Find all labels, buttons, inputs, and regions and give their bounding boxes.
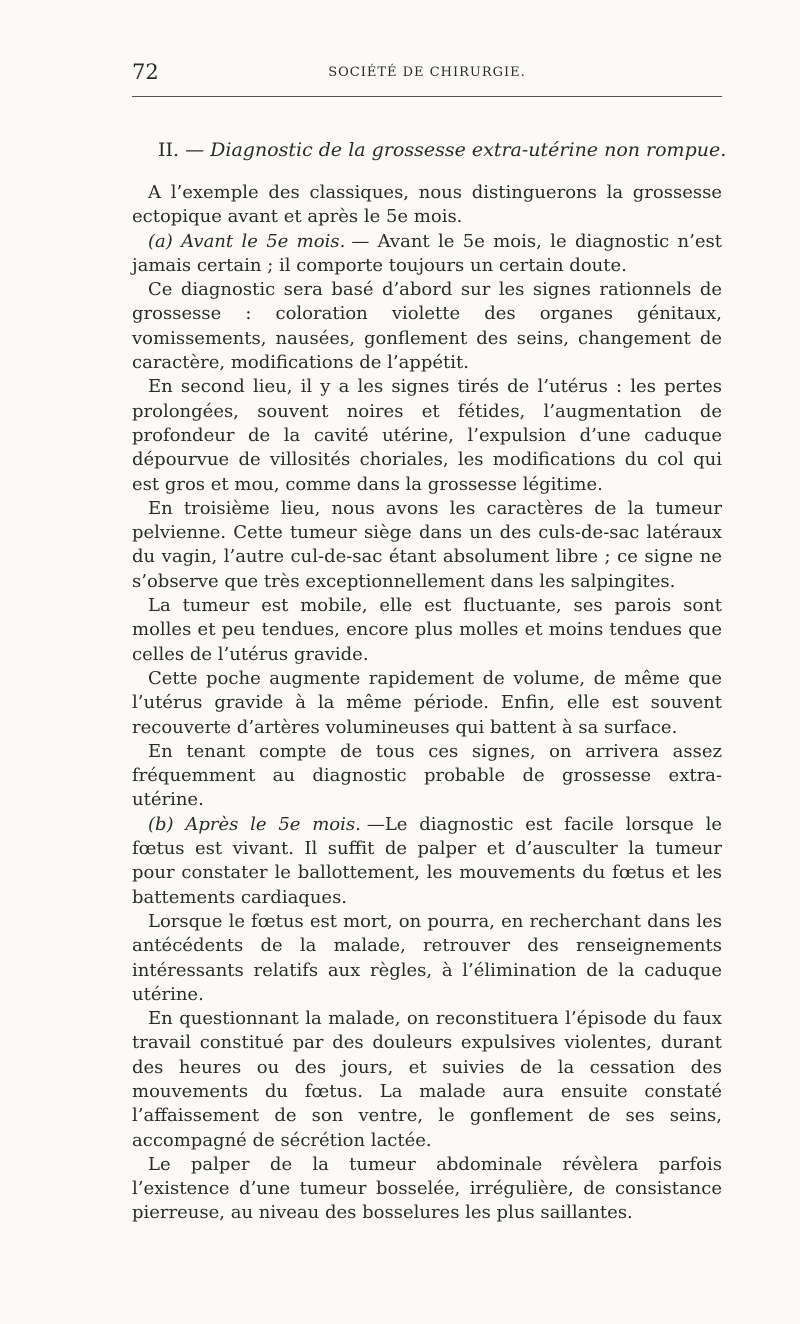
paragraph-dead-fetus: Lorsque le fœtus est mort, on pourra, en recherchant dans les antécédents de la malade, retrouver des renseignements intéressants relatifs aux règles, à l’élimination de la caduque utérine. <box>132 910 722 1005</box>
paragraph-pelvic-tumor: En troisième lieu, nous avons les caractères de la tumeur pelvienne. Cette tumeur siège dans un des culs-de-sac latéraux du vagin, l’autre cul-de-sac étant absolument libre ; ce signe ne s’observe que très exceptionnellement dans les salpingites. <box>132 497 722 592</box>
paragraph-palpation: Le palper de la tumeur abdominale révèlera parfois l’existence d’une tumeur bosselée, irrégulière, de consistance pierreuse, au niveau des bosselures les plus saillantes. <box>132 1153 722 1224</box>
paragraph-uterine-signs: En second lieu, il y a les signes tirés de l’utérus : les pertes prolongées, souvent noires et fétides, l’augmentation de profondeur de la cavité utérine, l’expulsion d’une caduque dépourvue de villosités choriales, les modifications du col qui est gros et mou, comme dans la grossesse légitime. <box>132 376 722 495</box>
page-number: 72 <box>132 60 159 84</box>
subsection-label-a: (a) Avant le 5e mois. <box>148 230 346 252</box>
paragraph-intro: A l’exemple des classiques, nous distinguerons la grossesse ectopique avant et après le 5e mois. <box>132 182 722 228</box>
paragraph-tumor-mobility: La tumeur est mobile, elle est fluctuante, ses parois sont molles et peu tendues, encore plus molles et moins tendues que celles de l’utérus gravide. <box>132 595 722 665</box>
paragraph-pouch-growth: Cette poche augmente rapidement de volume, de même que l’utérus gravide à la même période. Enfin, elle est souvent recouverte d’artères volumineuses qui battent à sa surface. <box>132 667 722 738</box>
body-text <box>132 181 722 1226</box>
paragraph-questioning: En questionnant la malade, on reconstituera l’épisode du faux travail constitué par des douleurs expulsives violentes, durant des heures ou des jours, et suivies de la cessation des mouvements du fœtus. La malade aura ensuite constaté l’affaissement de son ventre, le gonflement de ses seins, accompagné de sécrétion lactée. <box>132 1008 722 1151</box>
header-rule <box>132 96 722 97</box>
section-heading <box>158 138 727 162</box>
section-numeral: II. — <box>158 139 211 161</box>
section-title: Diagnostic de la grossesse extra-utérine non rompue. <box>210 139 727 161</box>
paragraph-after-fifth-month <box>132 813 722 910</box>
paragraph-probable-diagnosis: En tenant compte de tous ces signes, on arrivera assez fréquemment au diagnostic probable de grossesse extra-utérine. <box>132 740 722 811</box>
paragraph-text: — Avant le 5e mois, le diagnostic n’est jamais certain ; il comporte toujours un certain doute. <box>132 230 722 276</box>
subsection-label-b: (b) Après le 5e mois. <box>148 813 361 835</box>
running-head <box>132 60 722 88</box>
journal-title: SOCIÉTÉ DE CHIRURGIE. <box>328 65 526 80</box>
paragraph-text: —Le diagnostic est facile lorsque le fœtus est vivant. Il suffit de palper et d’ausculter la tumeur pour constater le ballottement, les mouvements du fœtus et les battements cardiaques. <box>132 813 722 908</box>
paragraph-rational-signs: Ce diagnostic sera basé d’abord sur les signes rationnels de grossesse : coloration violette des organes génitaux, vomissements, nausées, gonflement des seins, changement de caractère, modifications de l’appétit. <box>132 279 722 374</box>
paragraph-before-fifth-month <box>132 230 722 279</box>
